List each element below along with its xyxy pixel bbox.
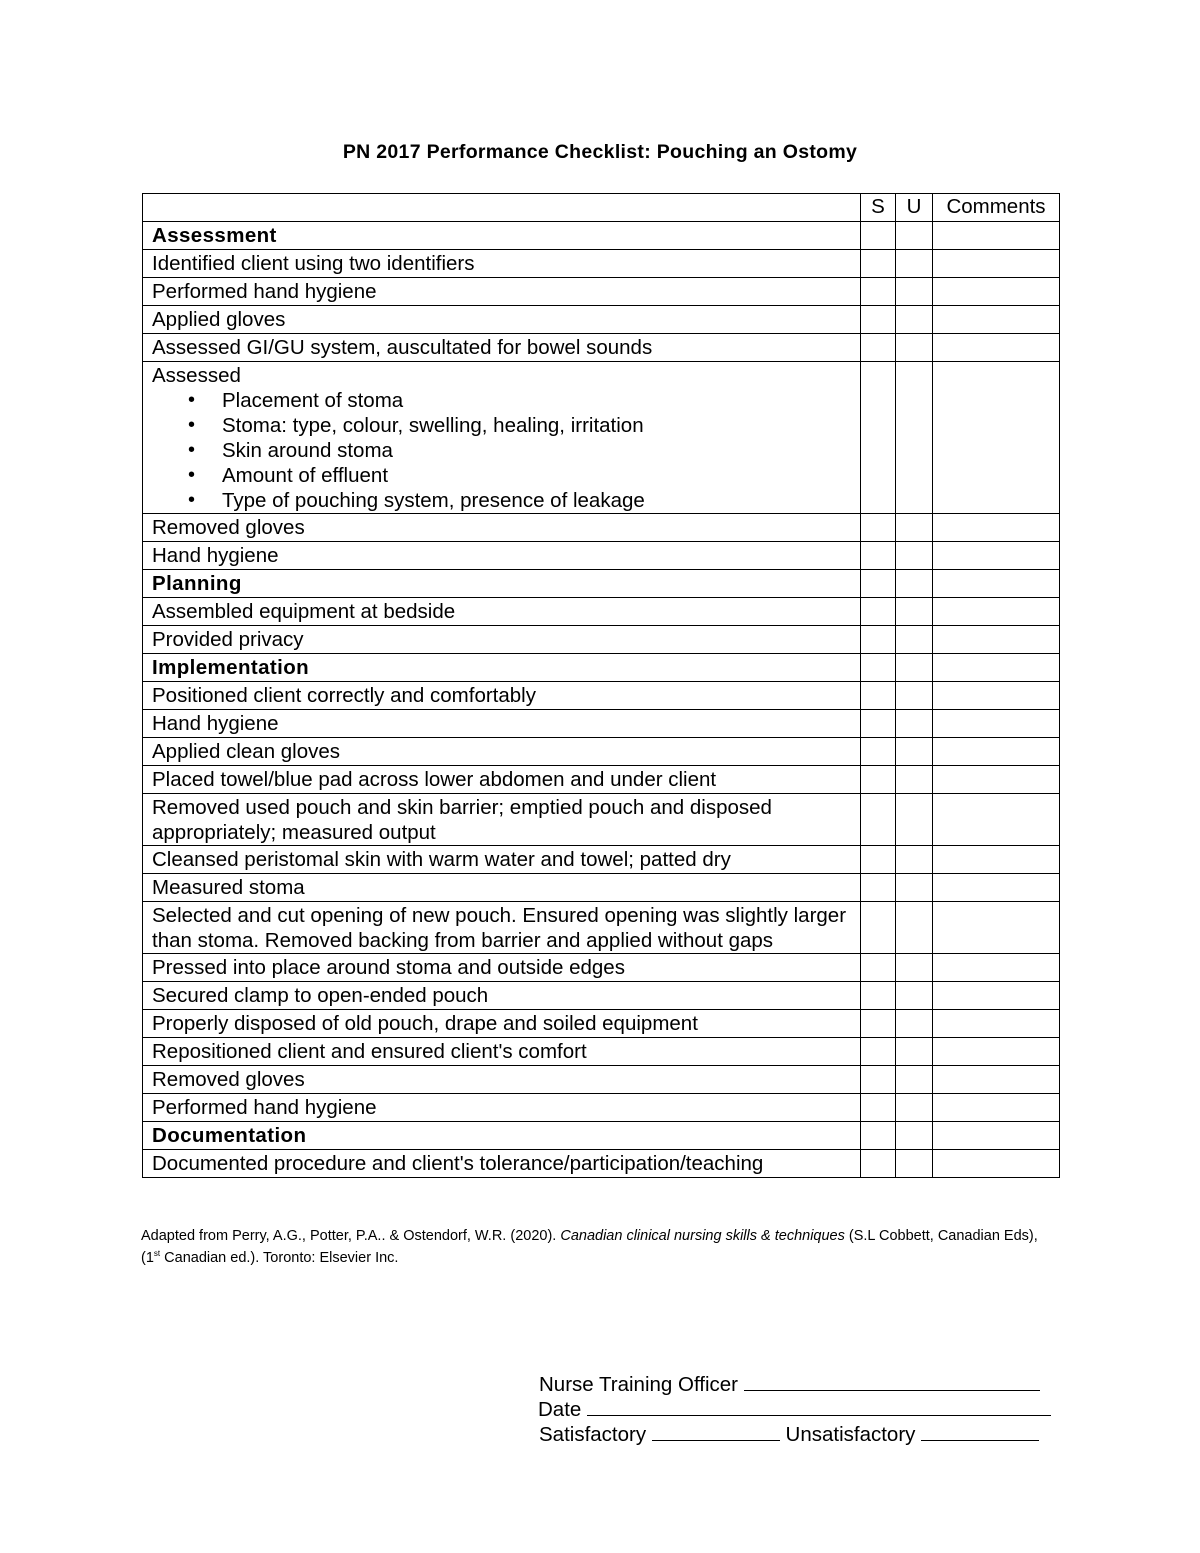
header-comments: Comments (933, 194, 1060, 222)
u-cell[interactable] (896, 306, 933, 334)
item-label: Assessment (152, 224, 277, 247)
s-cell[interactable] (861, 1094, 896, 1122)
table-row (143, 1094, 1060, 1122)
comments-cell[interactable] (933, 1066, 1060, 1094)
item-label: Provided privacy (152, 628, 304, 651)
satisfactory-label: Satisfactory (539, 1423, 647, 1446)
item-label: Documented procedure and client's tolerance/participation/teaching (152, 1152, 764, 1175)
citation-book-title: Canadian clinical nursing skills & techniques (560, 1228, 845, 1244)
u-cell[interactable] (896, 954, 933, 982)
table-row (143, 542, 1060, 570)
table-row (143, 738, 1060, 766)
table-row (143, 278, 1060, 306)
bullet-item: • Type of pouching system, presence of leakage (204, 488, 851, 513)
date-blank[interactable] (587, 1396, 1051, 1416)
section-heading (143, 1122, 861, 1150)
table-row (143, 514, 1060, 542)
comments-cell[interactable] (933, 542, 1060, 570)
table-row (143, 250, 1060, 278)
citation-sup: st (153, 1249, 161, 1258)
u-cell[interactable] (896, 222, 933, 250)
item-label: Performed hand hygiene (152, 1096, 377, 1119)
date-label: Date (538, 1398, 582, 1421)
checklist-item (143, 1010, 861, 1038)
date-line (538, 1396, 1051, 1422)
checklist-table (142, 193, 1060, 1178)
s-cell[interactable] (861, 542, 896, 570)
u-cell[interactable] (896, 514, 933, 542)
item-label: Identified client using two identifiers (152, 252, 475, 275)
checklist-item (143, 362, 861, 514)
section-row (143, 1122, 1060, 1150)
table-row (143, 626, 1060, 654)
citation-mid: (S.L Cobbett, Canadian Eds), (1 (141, 1228, 1038, 1266)
item-label: Repositioned client and ensured client's comfort (152, 1040, 587, 1063)
comments-cell[interactable] (933, 1010, 1060, 1038)
item-label: Documentation (152, 1124, 307, 1147)
item-label: Measured stoma (152, 876, 305, 899)
comments-cell[interactable] (933, 1038, 1060, 1066)
s-cell[interactable] (861, 598, 896, 626)
table-row (143, 598, 1060, 626)
s-cell[interactable] (861, 738, 896, 766)
table-row (143, 710, 1060, 738)
s-cell[interactable] (861, 334, 896, 362)
page-title: PN 2017 Performance Checklist: Pouching an Ostomy (342, 141, 858, 163)
u-cell[interactable] (896, 1122, 933, 1150)
checklist-item (143, 794, 861, 846)
comments-cell[interactable] (933, 954, 1060, 982)
item-label: Implementation (152, 656, 310, 679)
s-cell[interactable] (861, 874, 896, 902)
item-label: Applied gloves (152, 308, 286, 331)
checklist-item (143, 766, 861, 794)
u-cell[interactable] (896, 1010, 933, 1038)
u-cell[interactable] (896, 654, 933, 682)
checklist-item (143, 1066, 861, 1094)
comments-cell[interactable] (933, 710, 1060, 738)
citation-prefix: Adapted from Perry, A.G., Potter, P.A.. & Ostendorf, W.R. (2020). (141, 1228, 561, 1244)
checklist-item (143, 598, 861, 626)
s-cell[interactable] (861, 1010, 896, 1038)
u-cell[interactable] (896, 1150, 933, 1178)
comments-cell[interactable] (933, 1150, 1060, 1178)
section-row (143, 654, 1060, 682)
table-header-row (143, 194, 1060, 222)
checklist-item (143, 846, 861, 874)
item-label: Cleansed peristomal skin with warm water and towel; patted dry (152, 848, 731, 871)
u-cell[interactable] (896, 1094, 933, 1122)
u-cell[interactable] (896, 846, 933, 874)
u-cell[interactable] (896, 570, 933, 598)
comments-cell[interactable] (933, 222, 1060, 250)
u-cell[interactable] (896, 738, 933, 766)
item-label: Assessed (152, 364, 241, 387)
item-label: Removed gloves (152, 1068, 305, 1091)
u-cell[interactable] (896, 874, 933, 902)
u-cell[interactable] (896, 902, 933, 954)
s-cell[interactable] (861, 766, 896, 794)
u-cell[interactable] (896, 278, 933, 306)
item-label: Pressed into place around stoma and outside edges (152, 956, 625, 979)
table-row (143, 362, 1060, 514)
s-cell[interactable] (861, 710, 896, 738)
comments-cell[interactable] (933, 306, 1060, 334)
unsatisfactory-label: Unsatisfactory (785, 1423, 916, 1446)
comments-cell[interactable] (933, 598, 1060, 626)
section-row (143, 570, 1060, 598)
comments-cell[interactable] (933, 682, 1060, 710)
item-label: Placed towel/blue pad across lower abdomen and under client (152, 768, 717, 791)
section-heading (143, 570, 861, 598)
item-label: Hand hygiene (152, 712, 279, 735)
table-row (143, 766, 1060, 794)
comments-cell[interactable] (933, 902, 1060, 954)
section-row (143, 222, 1060, 250)
checklist-item (143, 250, 861, 278)
s-cell[interactable] (861, 250, 896, 278)
checklist-item (143, 334, 861, 362)
u-cell[interactable] (896, 334, 933, 362)
checklist-item (143, 682, 861, 710)
item-label: Positioned client correctly and comfortably (152, 684, 536, 707)
bullet-item: • Skin around stoma (204, 438, 851, 463)
header-u: U (896, 194, 933, 222)
u-cell[interactable] (896, 598, 933, 626)
comments-cell[interactable] (933, 278, 1060, 306)
satisfactory-blank[interactable] (652, 1421, 780, 1441)
bullet-item: • Placement of stoma (204, 388, 851, 413)
u-cell[interactable] (896, 1038, 933, 1066)
table-row (143, 794, 1060, 846)
comments-cell[interactable] (933, 982, 1060, 1010)
checklist-item (143, 1094, 861, 1122)
s-cell[interactable] (861, 1122, 896, 1150)
item-label: Hand hygiene (152, 544, 279, 567)
checklist-item (143, 710, 861, 738)
s-cell[interactable] (861, 654, 896, 682)
s-cell[interactable] (861, 1038, 896, 1066)
checklist-item (143, 626, 861, 654)
table-row (143, 846, 1060, 874)
comments-cell[interactable] (933, 250, 1060, 278)
checklist-item (143, 1150, 861, 1178)
table-row (143, 682, 1060, 710)
header-s: S (861, 194, 896, 222)
checklist-item (143, 278, 861, 306)
s-cell[interactable] (861, 954, 896, 982)
checklist-item (143, 874, 861, 902)
item-label: Assessed GI/GU system, auscultated for bowel sounds (152, 336, 653, 359)
unsatisfactory-blank[interactable] (921, 1421, 1039, 1441)
u-cell[interactable] (896, 710, 933, 738)
checklist-item (143, 514, 861, 542)
u-cell[interactable] (896, 542, 933, 570)
bullet-item: • Stoma: type, colour, swelling, healing, irritation (204, 413, 851, 438)
item-label: Removed gloves (152, 516, 305, 539)
s-cell[interactable] (861, 794, 896, 846)
officer-blank[interactable] (744, 1371, 1040, 1391)
s-cell[interactable] (861, 1066, 896, 1094)
s-cell[interactable] (861, 902, 896, 954)
bullet-list (152, 388, 851, 513)
item-label: Applied clean gloves (152, 740, 341, 763)
checklist-item (143, 902, 861, 954)
table-row (143, 874, 1060, 902)
s-cell[interactable] (861, 982, 896, 1010)
officer-signature-line (539, 1371, 1040, 1397)
result-line (539, 1421, 1039, 1447)
item-label: Properly disposed of old pouch, drape and soiled equipment (152, 1012, 698, 1035)
comments-cell[interactable] (933, 654, 1060, 682)
table-row (143, 306, 1060, 334)
citation-suffix: Canadian ed.). Toronto: Elsevier Inc. (160, 1250, 399, 1266)
item-label: Secured clamp to open-ended pouch (152, 984, 489, 1007)
item-label: Removed used pouch and skin barrier; emptied pouch and disposed appropriately; measured output (152, 796, 772, 844)
u-cell[interactable] (896, 766, 933, 794)
citation (141, 1227, 1041, 1267)
comments-cell[interactable] (933, 626, 1060, 654)
s-cell[interactable] (861, 278, 896, 306)
comments-cell[interactable] (933, 334, 1060, 362)
checklist-item (143, 982, 861, 1010)
comments-cell[interactable] (933, 1122, 1060, 1150)
comments-cell[interactable] (933, 794, 1060, 846)
table-row (143, 334, 1060, 362)
table-row (143, 1150, 1060, 1178)
s-cell[interactable] (861, 306, 896, 334)
u-cell[interactable] (896, 626, 933, 654)
section-heading (143, 654, 861, 682)
table-row (143, 1038, 1060, 1066)
u-cell[interactable] (896, 682, 933, 710)
checklist-item (143, 738, 861, 766)
table-row (143, 902, 1060, 954)
table-row (143, 1010, 1060, 1038)
comments-cell[interactable] (933, 514, 1060, 542)
s-cell[interactable] (861, 626, 896, 654)
checklist-item (143, 306, 861, 334)
checklist-item (143, 1038, 861, 1066)
item-label: Performed hand hygiene (152, 280, 377, 303)
comments-cell[interactable] (933, 738, 1060, 766)
table-row (143, 1066, 1060, 1094)
bullet-item: • Amount of effluent (204, 463, 851, 488)
comments-cell[interactable] (933, 766, 1060, 794)
item-label: Planning (152, 572, 242, 595)
s-cell[interactable] (861, 682, 896, 710)
comments-cell[interactable] (933, 846, 1060, 874)
item-label: Selected and cut opening of new pouch. Ensured opening was slightly larger than stoma. Removed backing from barrier and applied without gaps (152, 904, 847, 952)
u-cell[interactable] (896, 362, 933, 514)
s-cell[interactable] (861, 1150, 896, 1178)
comments-cell[interactable] (933, 362, 1060, 514)
table-row (143, 954, 1060, 982)
s-cell[interactable] (861, 222, 896, 250)
s-cell[interactable] (861, 570, 896, 598)
item-label: Assembled equipment at bedside (152, 600, 456, 623)
section-heading (143, 222, 861, 250)
header-item (143, 194, 861, 222)
comments-cell[interactable] (933, 1094, 1060, 1122)
officer-label: Nurse Training Officer (539, 1373, 739, 1396)
s-cell[interactable] (861, 846, 896, 874)
u-cell[interactable] (896, 794, 933, 846)
u-cell[interactable] (896, 250, 933, 278)
s-cell[interactable] (861, 514, 896, 542)
s-cell[interactable] (861, 362, 896, 514)
table-row (143, 982, 1060, 1010)
checklist-item (143, 542, 861, 570)
checklist-item (143, 954, 861, 982)
comments-cell[interactable] (933, 874, 1060, 902)
u-cell[interactable] (896, 1066, 933, 1094)
comments-cell[interactable] (933, 570, 1060, 598)
u-cell[interactable] (896, 982, 933, 1010)
